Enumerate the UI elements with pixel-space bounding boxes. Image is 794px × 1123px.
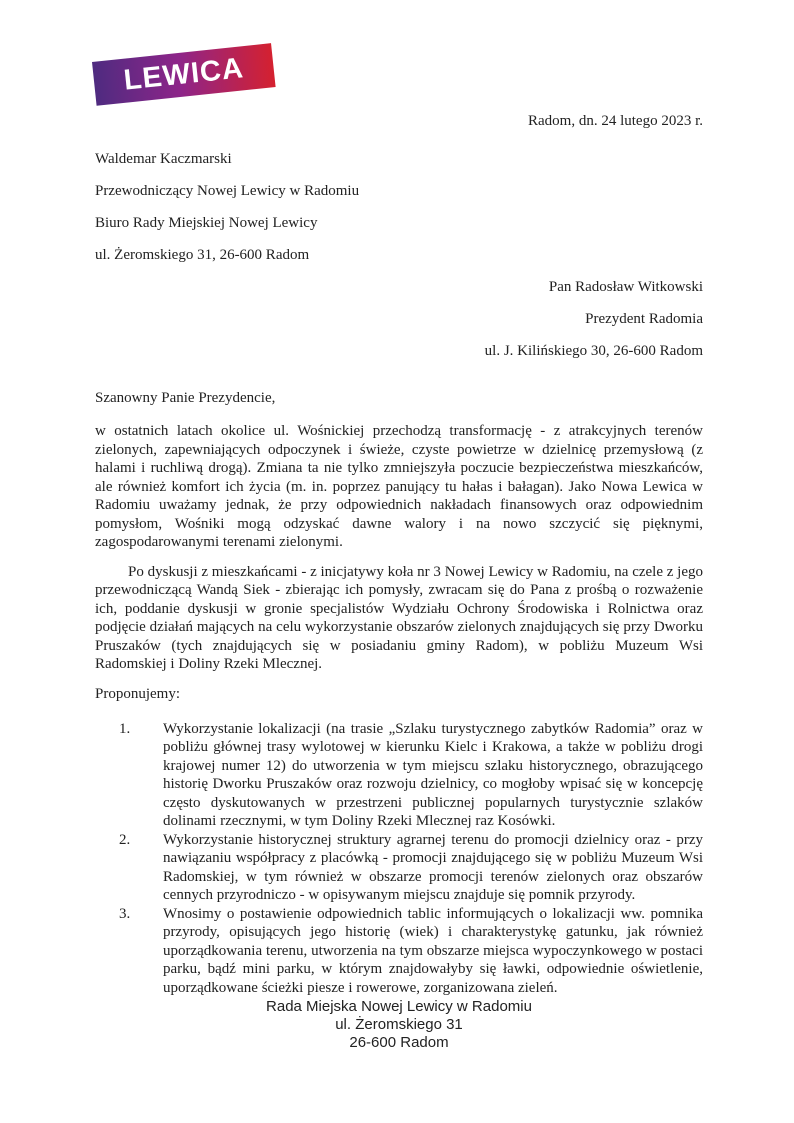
proposal-number-1: 1. — [119, 720, 131, 737]
recipient-name: Pan Radosław Witkowski — [548, 279, 703, 295]
footer-org: Rada Miejska Nowej Lewicy w Radomiu — [266, 998, 532, 1015]
proposal-number-2: 2. — [119, 831, 131, 848]
date-line: Radom, dn. 24 lutego 2023 r. — [528, 113, 703, 129]
proposal-text-1: Wykorzystanie lokalizacji (na trasie „Szlaku turystycznego zabytków Radomia” oraz w pobliżu głównej trasy wylotowej w kierunku Kielc i Krakowa, a także w pobliżu drogi krajowej numer 12) do utworzenia w tym miejscu szlaku historycznego, obrazującego historię Dworku Pruszaków oraz rozwoju dzielnicy, co mogłoby wpisać się w koncepcję często dyskutowanych w przestrzeni publicznej popularnych turystycznie szlaków dolinami rzecznymi, w tym Doliny Rzeki Mlecznej raz Kosówki. — [163, 720, 703, 829]
proposal-item-3 — [95, 905, 703, 998]
salutation: Szanowny Panie Prezydencie, — [95, 390, 276, 406]
lewica-logo-text: LEWICA — [122, 51, 246, 97]
proposal-item-2 — [95, 831, 703, 905]
sender-address: ul. Żeromskiego 31, 26-600 Radom — [95, 247, 310, 263]
footer-city: 26-600 Radom — [349, 1034, 449, 1051]
proposal-number-3: 3. — [119, 905, 131, 922]
recipient-title: Prezydent Radomia — [585, 311, 703, 327]
sender-block — [95, 150, 703, 265]
recipient-address: ul. J. Kilińskiego 30, 26-600 Radom — [484, 343, 703, 359]
proposal-item-1 — [95, 720, 703, 831]
footer-street: ul. Żeromskiego 31 — [335, 1016, 463, 1033]
proposals-list — [95, 720, 703, 998]
body-paragraph-1: w ostatnich latach okolice ul. Wośnickiej przechodzą transformację - z atrakcyjnych terenów zielonych, zapewniających odpoczynek i świeże, czyste powietrze w dzielnicę przemysłową (z halami i ruchliwą drogą). Zmiana ta nie tylko zmniejszyła poczucie bezpieczeństwa mieszkańców, ale również komfort ich życia (m. in. poprzez panujący tu hałas i bałagan). Jako Nowa Lewica w Radomiu uważamy jednak, że przy odpowiednich nakładach finansowych oraz odpowiednim pomysłom, Wośniki mogą odzyskać dawne walory i na nowo szczycić się pięknymi, zagospodarowanymi terenami zielonymi. — [95, 423, 703, 550]
body-paragraph-2: Po dyskusji z mieszkańcami - z inicjatywy koła nr 3 Nowej Lewicy w Radomiu, na czele z jego przewodniczącą Wandą Siek - zbierając ich pomysły, zwracam się do Pana z prośbą o rozważenie ich, poddanie dyskusji w gronie specjalistów Wydziału Ochrony Środowiska i Rolnictwa oraz podjęcie działań mających na celu wykorzystanie obszarów zielonych znajdujących się przy Dworku Pruszaków (tych znajdujących się w posiadaniu gminy Radom), w pobliżu Muzeum Wsi Radomskiej i Doliny Rzeki Mlecznej. — [95, 563, 703, 672]
proposal-text-2: Wykorzystanie historycznej struktury agrarnej terenu do promocji dzielnicy oraz - przy nawiązaniu współpracy z placówką - promocji znajdującego się w pobliżu Muzeum Wsi Radomskiej, w tym również w obszarze promocji terenów zielonych oraz obszarów cennych przyrodniczo - w opisywanym miejscu znajduje się pomnik przyrody. — [163, 831, 703, 903]
footer-block — [95, 998, 703, 1052]
proposal-text-3: Wnosimy o postawienie odpowiednich tablic informujących o lokalizacji ww. pomnika przyrody, opisujących jego historię (wiek) i charakterystykę gatunku, jak również uporządkowania terenu, utworzenia na tym obszarze miejsca wypoczynkowego w postaci parku, bądź mini parku, w którym znajdowałyby się ławki, odpowiednie oświetlenie, uporządkowane ścieżki piesze i rowerowe, zorganizowana zieleń. — [163, 905, 703, 996]
sender-title: Przewodniczący Nowej Lewicy w Radomiu — [95, 183, 360, 199]
sender-name: Waldemar Kaczmarski — [95, 151, 232, 167]
proposals-intro: Proponujemy: — [95, 685, 180, 702]
sender-office: Biuro Rady Miejskiej Nowej Lewicy — [95, 215, 318, 231]
letter-content — [95, 0, 703, 1052]
recipient-block — [95, 278, 703, 361]
